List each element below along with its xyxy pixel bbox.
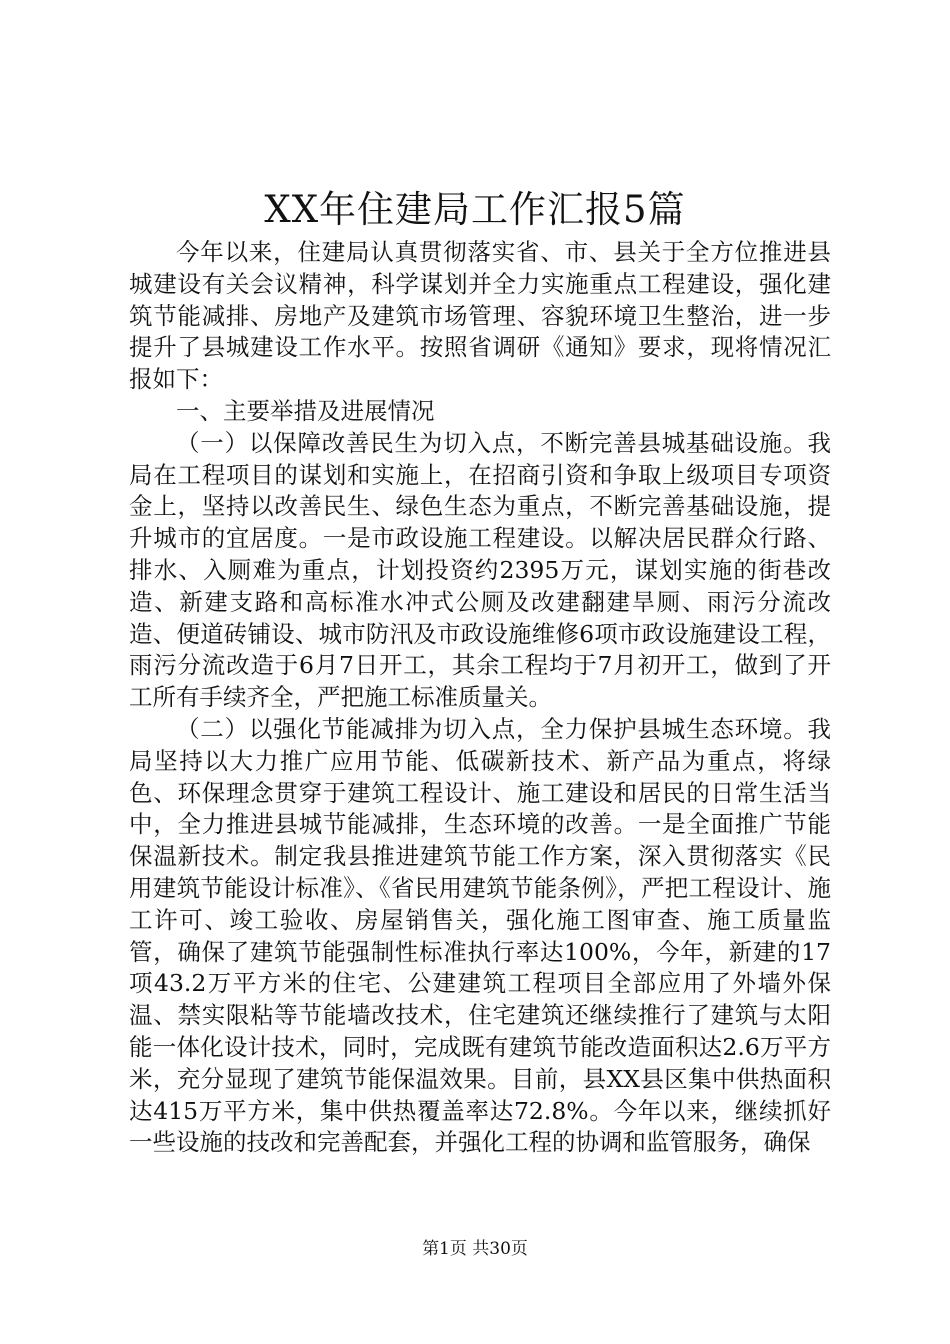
document-body (129, 237, 831, 1159)
body-paragraph: （一）以保障改善民生为切入点，不断完善县城基础设施。我局在工程项目的谋划和实施上，在招商引资和争取上级项目专项资金上，坚持以改善民生、绿色生态为重点，不断完善基础设施，提升城市的宜居度。一是市政设施工程建设。以解决居民群众行路、排水、入厕难为重点，计划投资约2395万元，谋划实施的街巷改造、新建支路和高标准水冲式公厕及改建翻建旱厕、雨污分流改造、便道砖铺设、城市防汛及市政设施维修6项市政设施建设工程，雨污分流改造于6月7日开工，其余工程均于7月初开工，做到了开工所有手续齐全，严把施工标准质量关。 (129, 428, 831, 712)
page-footer: 第1页 共30页 (422, 1239, 528, 1259)
section-heading: 一、主要举措及进展情况 (176, 396, 435, 425)
document-title: XX年住建局工作汇报5篇 (264, 188, 686, 231)
body-paragraph: （二）以强化节能减排为切入点，全力保护县城生态环境。我局坚持以大力推广应用节能、低碳新技术、新产品为重点，将绿色、环保理念贯穿于建筑工程设计、施工建设和居民的日常生活当中，全力推进县城节能减排，生态环境的改善。一是全面推广节能保温新技术。制定我县推进建筑节能工作方案，深入贯彻落实《民用建筑节能设计标准》、《省民用建筑节能条例》，严把工程设计、施工许可、竣工验收、房屋销售关，强化施工图审查、施工质量监管，确保了建筑节能强制性标准执行率达100%，今年，新建的17项43.2万平方米的住宅、公建建筑工程项目全部应用了外墙外保温、禁实限粘等节能墙改技术，住宅建筑还继续推行了建筑与太阳能一体化设计技术，同时，完成既有建筑节能改造面积达2.6万平方米，充分显现了建筑节能保温效果。目前，县XX县区集中供热面积达415万平方米，集中供热覆盖率达72.8%。今年以来，继续抓好一些设施的技改和完善配套，并强化工程的协调和监管服务，确保 (129, 714, 831, 1157)
intro-paragraph: 今年以来，住建局认真贯彻落实省、市、县关于全方位推进县城建设有关会议精神，科学谋划并全力实施重点工程建设，强化建筑节能减排、房地产及建筑市场管理、容貌环境卫生整治，进一步提升了县城建设工作水平。按照省调研《通知》要求，现将情况汇报如下： (129, 238, 831, 394)
